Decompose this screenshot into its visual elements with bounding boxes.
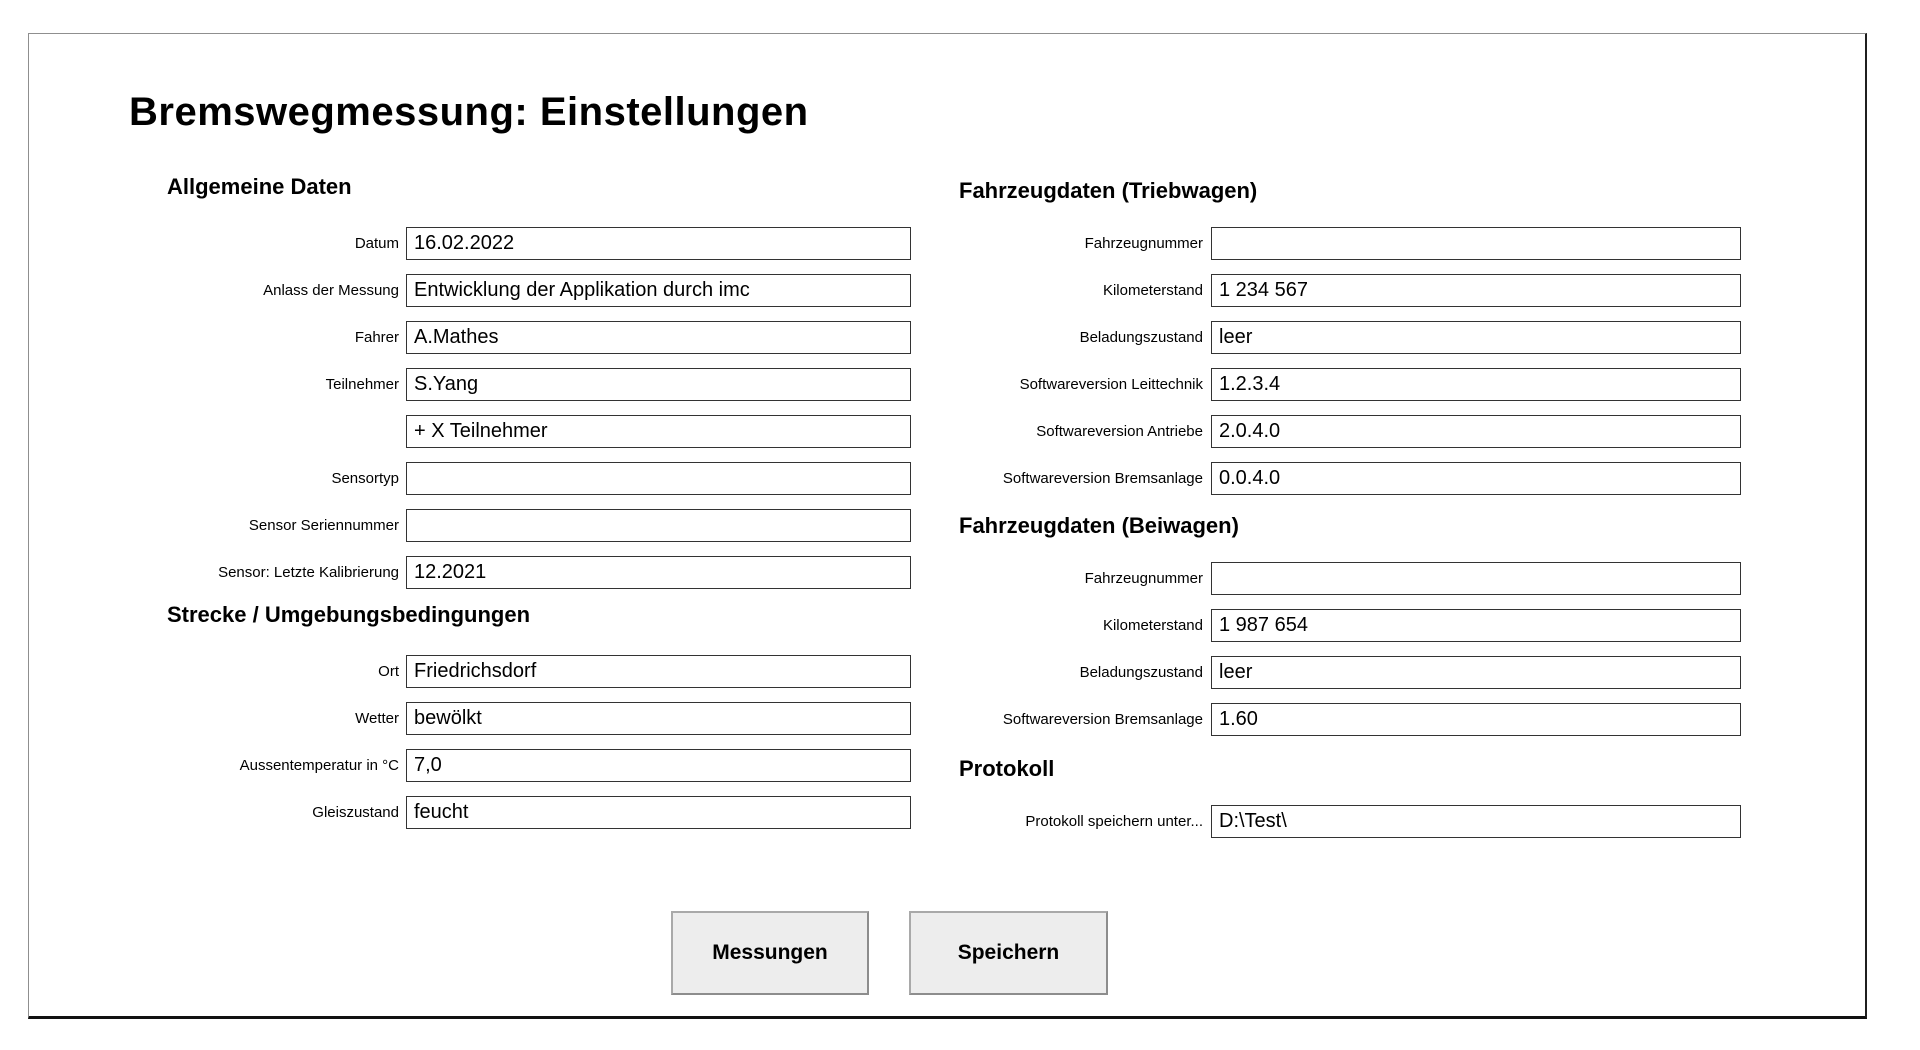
wetter-label: Wetter	[355, 710, 399, 727]
protokoll-pfad-input[interactable]	[1211, 805, 1741, 838]
bw-sw-bremsanlage-input[interactable]	[1211, 703, 1741, 736]
bw-kilometerstand-input[interactable]	[1211, 609, 1741, 642]
tw-sw-bremsanlage-label: Softwareversion Bremsanlage	[1002, 470, 1203, 487]
section-heading-triebwagen: Fahrzeugdaten (Triebwagen)	[959, 178, 1258, 203]
form-row	[909, 274, 1749, 307]
anlass-label: Anlass der Messung	[263, 282, 399, 299]
form-row	[909, 656, 1749, 689]
form-row	[129, 368, 919, 401]
messungen-button[interactable]: Messungen	[671, 911, 869, 995]
fahrer-label: Fahrer	[354, 329, 399, 346]
anlass-input[interactable]	[406, 274, 911, 307]
form-row	[909, 462, 1749, 495]
form-row	[909, 321, 1749, 354]
section-protokoll	[909, 756, 1749, 852]
form-row	[129, 274, 919, 307]
bw-beladungszustand-input[interactable]	[1211, 656, 1741, 689]
section-triebwagen	[909, 178, 1749, 509]
sensortyp-label: Sensortyp	[331, 470, 399, 487]
form-row	[129, 227, 919, 260]
bw-kilometerstand-label: Kilometerstand	[1102, 617, 1203, 634]
form-row	[129, 796, 919, 829]
teilnehmer-label: Teilnehmer	[325, 376, 399, 393]
tw-beladungszustand-label: Beladungszustand	[1079, 329, 1203, 346]
section-heading-beiwagen: Fahrzeugdaten (Beiwagen)	[959, 513, 1239, 538]
sensor-kalibrierung-input[interactable]	[406, 556, 911, 589]
form-row	[909, 805, 1749, 838]
form-row	[909, 562, 1749, 595]
bw-fahrzeugnummer-input[interactable]	[1211, 562, 1741, 595]
form-row	[909, 227, 1749, 260]
form-row	[909, 703, 1749, 736]
ort-input[interactable]	[406, 655, 911, 688]
section-beiwagen	[909, 513, 1749, 750]
tw-sw-leittechnik-label: Softwareversion Leittechnik	[1019, 376, 1203, 393]
ort-label: Ort	[378, 663, 399, 680]
bw-beladungszustand-label: Beladungszustand	[1079, 664, 1203, 681]
form-row	[129, 749, 919, 782]
form-row	[129, 702, 919, 735]
tw-fahrzeugnummer-label: Fahrzeugnummer	[1084, 235, 1203, 252]
form-row	[909, 415, 1749, 448]
form-row	[129, 556, 919, 589]
sensor-seriennummer-label: Sensor Seriennummer	[248, 517, 399, 534]
section-heading-allgemeine-daten: Allgemeine Daten	[167, 174, 352, 199]
datum-input[interactable]	[406, 227, 911, 260]
section-heading-strecke: Strecke / Umgebungsbedingungen	[167, 602, 531, 627]
sensor-kalibrierung-label: Sensor: Letzte Kalibrierung	[218, 564, 399, 581]
datum-label: Datum	[354, 235, 399, 252]
fahrer-input[interactable]	[406, 321, 911, 354]
form-row	[909, 368, 1749, 401]
tw-beladungszustand-input[interactable]	[1211, 321, 1741, 354]
bw-fahrzeugnummer-label: Fahrzeugnummer	[1084, 570, 1203, 587]
settings-window	[28, 33, 1867, 1019]
aussentemperatur-label: Aussentemperatur in °C	[239, 757, 399, 774]
section-strecke	[129, 602, 919, 843]
protokoll-pfad-label: Protokoll speichern unter...	[1025, 813, 1203, 830]
tw-sw-antriebe-input[interactable]	[1211, 415, 1741, 448]
aussentemperatur-input[interactable]	[406, 749, 911, 782]
tw-fahrzeugnummer-input[interactable]	[1211, 227, 1741, 260]
teilnehmer-extra-input[interactable]	[406, 415, 911, 448]
sensor-seriennummer-input[interactable]	[406, 509, 911, 542]
page-title: Bremswegmessung: Einstellungen	[129, 90, 809, 134]
gleiszustand-label: Gleiszustand	[312, 804, 399, 821]
form-row	[129, 509, 919, 542]
gleiszustand-input[interactable]	[406, 796, 911, 829]
form-row	[129, 415, 919, 448]
form-row	[129, 321, 919, 354]
wetter-input[interactable]	[406, 702, 911, 735]
form-row	[129, 462, 919, 495]
form-row	[129, 655, 919, 688]
speichern-button[interactable]: Speichern	[909, 911, 1108, 995]
sensortyp-input[interactable]	[406, 462, 911, 495]
tw-sw-leittechnik-input[interactable]	[1211, 368, 1741, 401]
tw-sw-antriebe-label: Softwareversion Antriebe	[1036, 423, 1203, 440]
tw-kilometerstand-input[interactable]	[1211, 274, 1741, 307]
bw-sw-bremsanlage-label: Softwareversion Bremsanlage	[1002, 711, 1203, 728]
teilnehmer-input[interactable]	[406, 368, 911, 401]
tw-kilometerstand-label: Kilometerstand	[1102, 282, 1203, 299]
form-row	[909, 609, 1749, 642]
section-allgemeine-daten	[129, 174, 919, 603]
section-heading-protokoll: Protokoll	[959, 756, 1055, 781]
tw-sw-bremsanlage-input[interactable]	[1211, 462, 1741, 495]
